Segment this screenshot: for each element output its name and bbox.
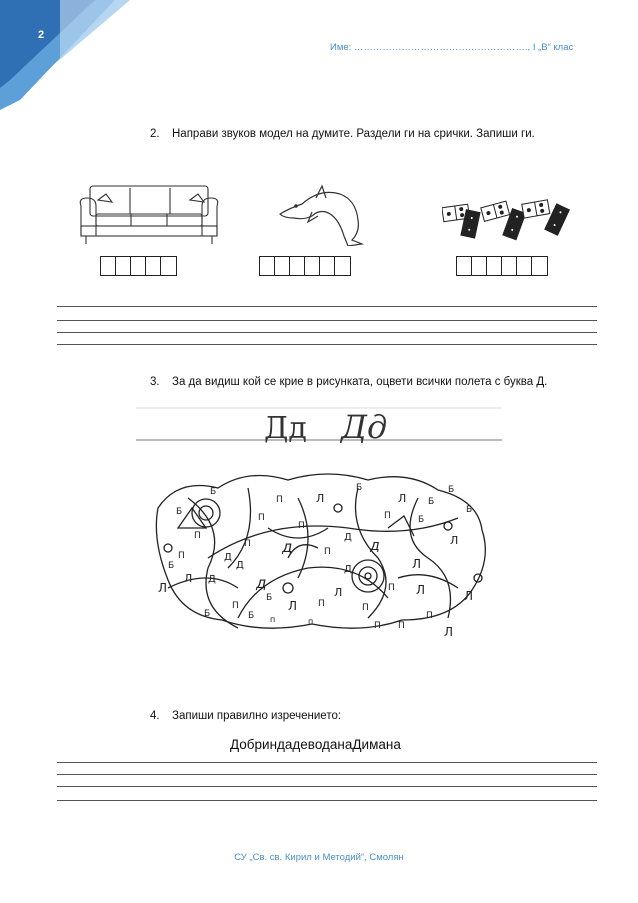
puzzle-letter: Б <box>356 483 363 493</box>
puzzle-letter: Л <box>334 586 343 599</box>
puzzle-letter: Б <box>418 515 425 525</box>
puzzle-letter: Б <box>176 507 183 517</box>
puzzle-letter: П <box>194 531 201 541</box>
puzzle-letter: Б <box>248 611 255 621</box>
letter-sample-banner <box>136 398 502 448</box>
puzzle-letter: Л <box>184 572 193 585</box>
header-name-line: Име: ………………………………………………., I „В“ клас <box>330 42 574 53</box>
puzzle-letter: Л <box>412 557 422 571</box>
puzzle-letter: Л <box>316 492 325 505</box>
puzzle-letter: П <box>244 539 251 549</box>
task-2-number: 2. <box>150 128 160 140</box>
puzzle-letter: Д <box>208 574 216 585</box>
puzzle-letter: П <box>258 513 265 523</box>
puzzle-letter: Б <box>210 487 217 497</box>
puzzle-letter: д <box>282 538 293 556</box>
puzzle-letter: д <box>256 574 267 592</box>
puzzle-letter: П <box>298 521 305 531</box>
puzzle-letter: Л <box>158 581 168 595</box>
puzzle-letter: П <box>276 495 283 505</box>
puzzle-letter: Д <box>344 532 352 543</box>
puzzle-letter: п <box>308 617 314 626</box>
puzzle-letter: П <box>178 551 185 561</box>
letters-cursive: Дд <box>341 408 388 446</box>
puzzle-letter: Л <box>288 599 298 613</box>
puzzle-letter: Б <box>266 593 273 603</box>
puzzle-letter: П <box>388 583 395 593</box>
puzzle-letter: Д <box>344 564 352 575</box>
puzzle-letter: Л <box>416 583 426 597</box>
puzzle-letter: П <box>384 511 391 521</box>
task-4-instruction <box>150 710 341 722</box>
puzzle-letter: Л <box>444 625 454 639</box>
dominoes-icon <box>442 192 570 244</box>
coloring-puzzle[interactable] <box>148 468 492 640</box>
footer-school-name: СУ „Св. св. Кирил и Методий“, Смолян <box>234 852 404 863</box>
page-number: 2 <box>38 29 45 41</box>
puzzle-letter: П <box>426 611 433 621</box>
puzzle-letter: П <box>232 601 239 611</box>
puzzle-letter: Б <box>428 497 435 507</box>
puzzle-letter: Л <box>464 589 474 603</box>
sound-boxes-sofa[interactable] <box>100 256 177 276</box>
dolphin-icon <box>276 176 366 246</box>
puzzle-letter: П <box>374 621 381 631</box>
puzzle-letter: Б <box>448 485 455 495</box>
task-3-number: 3. <box>150 376 160 388</box>
puzzle-letter: П <box>362 603 369 613</box>
puzzle-letter: Б <box>204 609 211 619</box>
sound-boxes-dolphin[interactable] <box>259 256 351 276</box>
task-4-number: 4. <box>150 710 160 722</box>
sound-boxes-dominoes[interactable] <box>456 256 548 276</box>
corner-decoration <box>0 0 130 110</box>
letters-print: Дд <box>264 411 307 446</box>
puzzle-letter: Д <box>224 552 232 563</box>
puzzle-letter: Л <box>450 534 459 547</box>
puzzle-letter: Д <box>236 560 244 571</box>
task-2-text: Направи звуков модел на думите. Раздели ги на срички. Запиши ги. <box>172 128 535 140</box>
puzzle-letter: п <box>270 615 276 624</box>
puzzle-letter: д <box>370 538 380 554</box>
task-2-instruction <box>150 128 535 140</box>
task-3-text: За да видиш кой се крие в рисунката, оцвети всички полета с буква Д. <box>172 376 548 388</box>
puzzle-letter: Л <box>398 492 407 505</box>
task-4-text: Запиши правилно изречението: <box>172 710 342 722</box>
puzzle-letter: П <box>324 547 331 557</box>
puzzle-letter: П <box>318 599 325 609</box>
puzzle-letter: Б <box>168 561 175 571</box>
puzzle-letter: Б <box>466 505 473 515</box>
sofa-icon <box>78 182 220 246</box>
puzzle-letter: П <box>398 621 405 631</box>
scrambled-phrase: ДобриндадеводанаДимана <box>230 737 401 752</box>
task-3-instruction <box>150 376 547 388</box>
